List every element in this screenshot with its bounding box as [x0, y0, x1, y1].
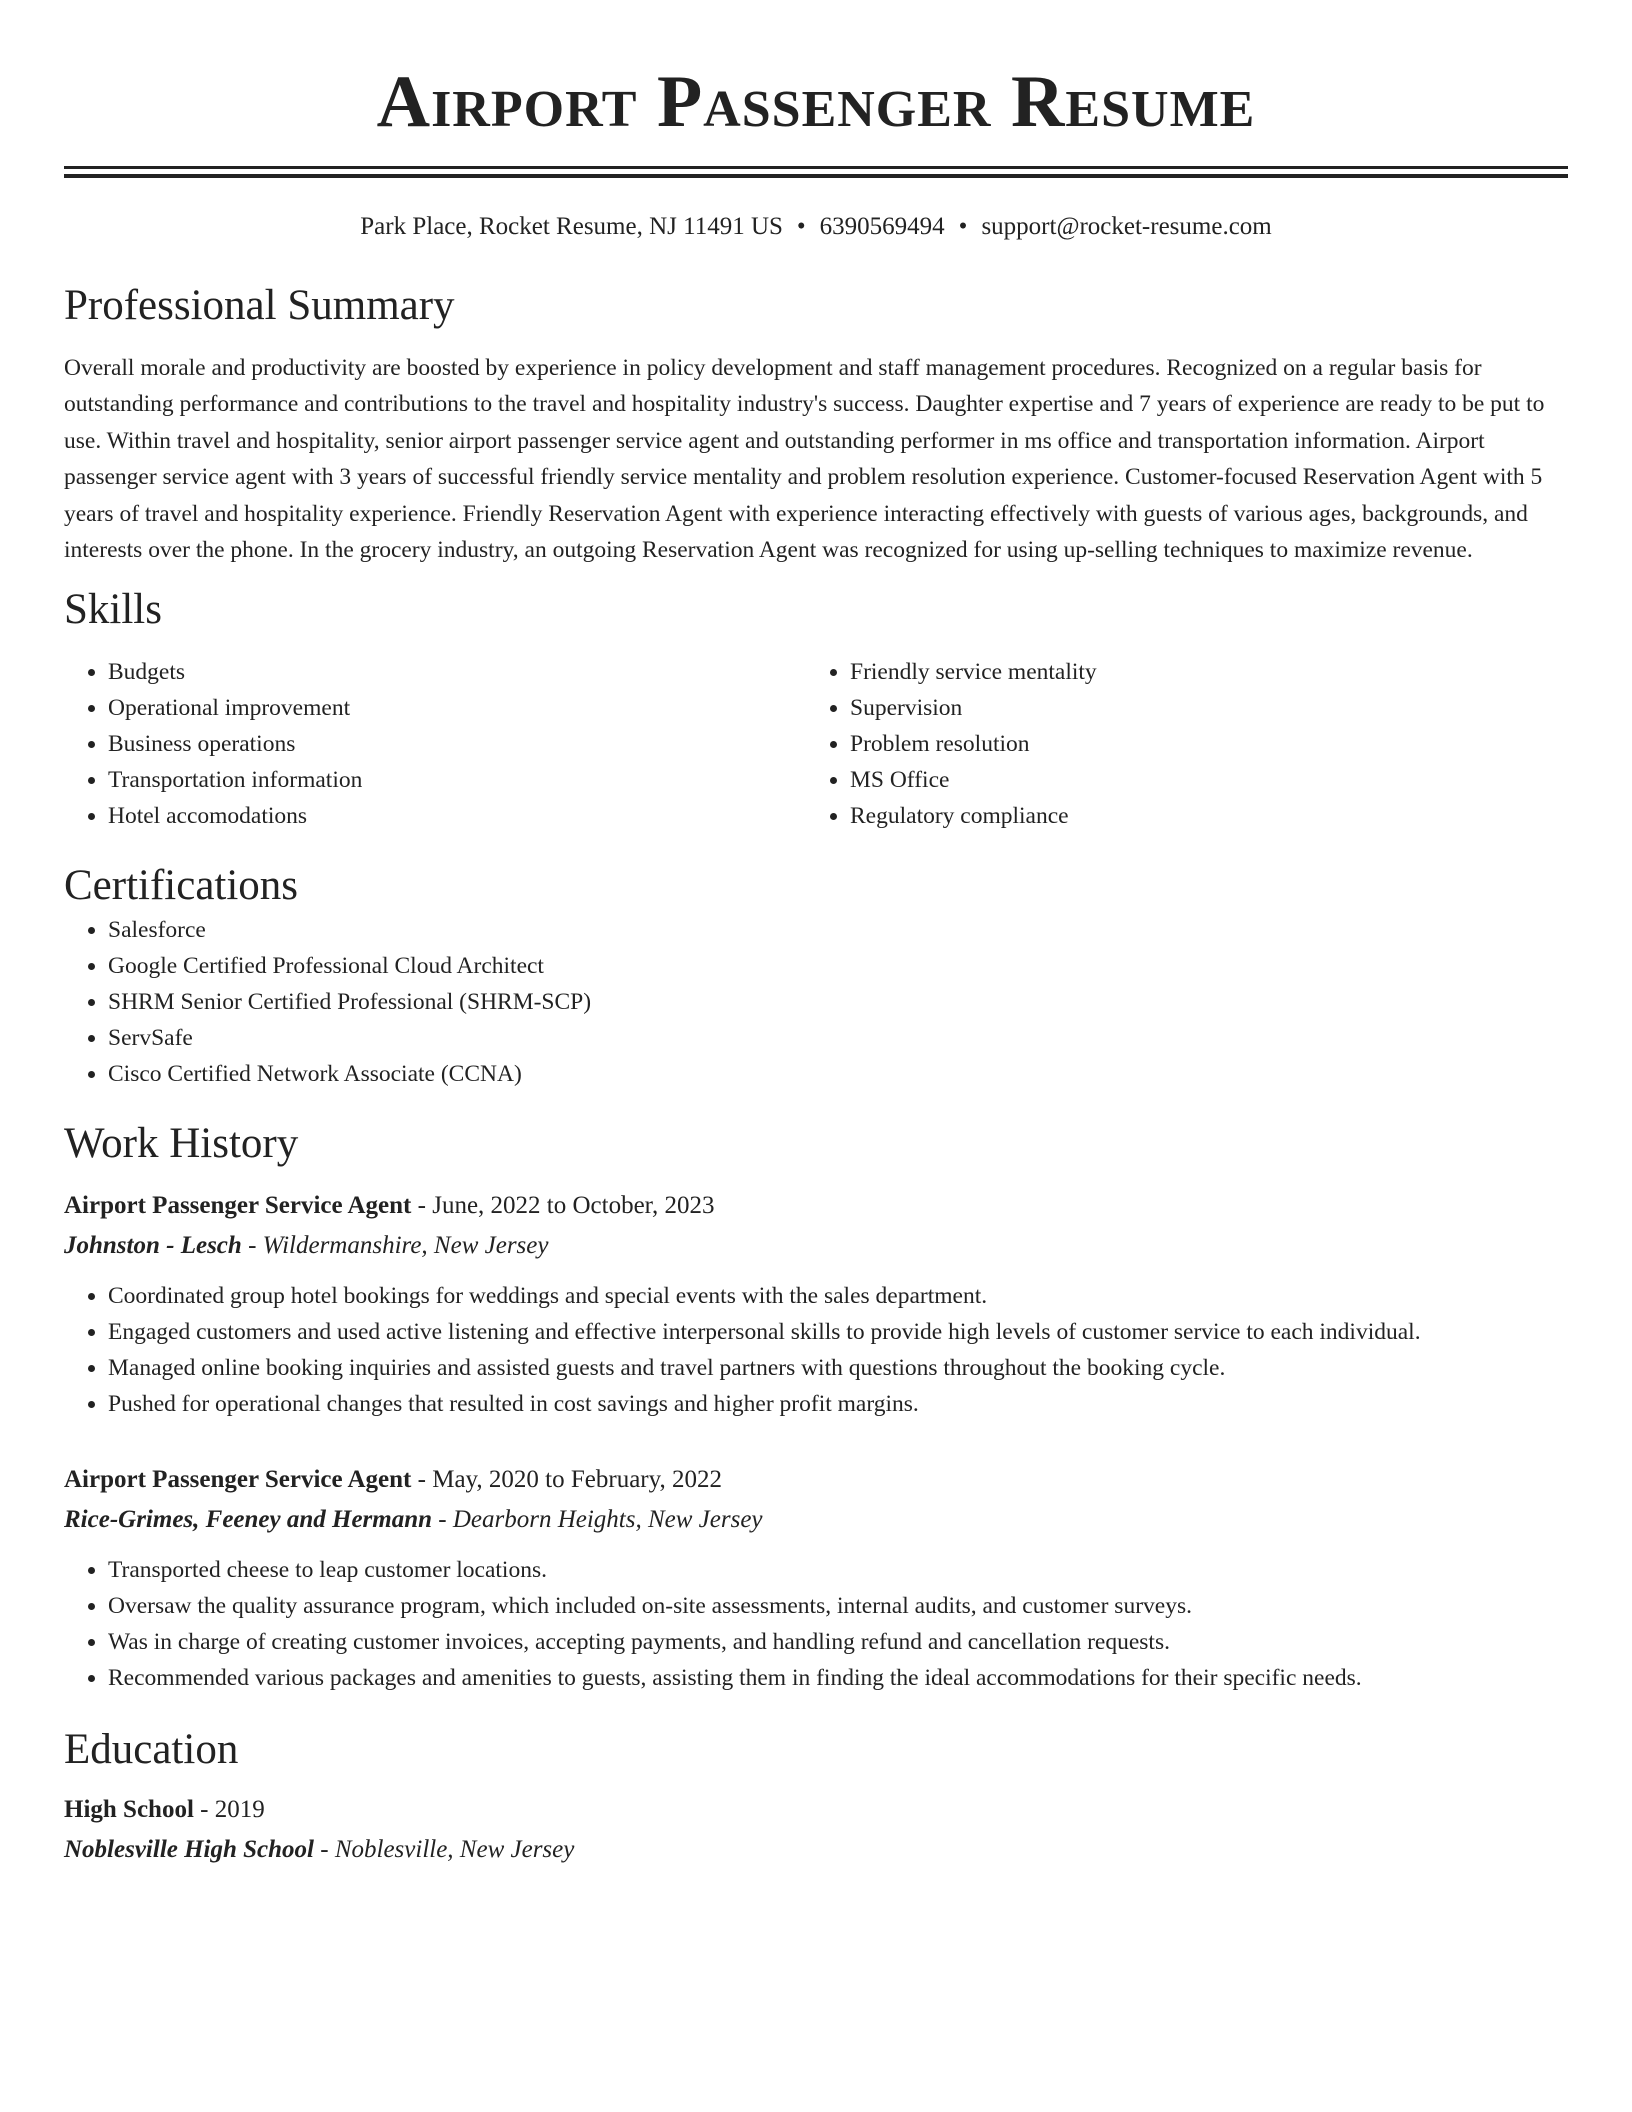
skill-item: • Operational improvement [108, 690, 806, 726]
resume-title: Airport Passenger Resume [376, 61, 1256, 143]
skill-item: • Problem resolution [850, 726, 1548, 762]
job-company-line [64, 1226, 1568, 1266]
skill-item: • Business operations [108, 726, 806, 762]
job-role: Airport Passenger Service Agent [64, 1192, 412, 1220]
title-rule-bottom [64, 174, 1568, 178]
job-duties-list [64, 1552, 1568, 1696]
skill-item: • Supervision [850, 690, 1548, 726]
certifications-list [64, 912, 1568, 1092]
job-dates: - May, 2020 to February, 2022 [411, 1466, 722, 1494]
education-location: - Noblesville, New Jersey [314, 1836, 575, 1864]
certification-item: • ServSafe [108, 1020, 1568, 1056]
job-duty: • Managed online booking inquiries and assisted guests and travel partners with questions throughout the booking cycle. [108, 1350, 1568, 1386]
job-duty: • Was in charge of creating customer invoices, accepting payments, and handling refund and cancellation requests. [108, 1624, 1568, 1660]
job-company-line [64, 1500, 1568, 1540]
job-entry [64, 1186, 1568, 1422]
skills-grid [64, 654, 1568, 834]
contact-line [64, 212, 1568, 242]
contact-address: Park Place, Rocket Resume, NJ 11491 US [360, 213, 783, 240]
skill-item: • Transportation information [108, 762, 806, 798]
contact-separator: • [958, 213, 968, 240]
skills-column-right [806, 654, 1548, 834]
contact-separator: • [796, 213, 806, 240]
job-duty: • Transported cheese to leap customer locations. [108, 1552, 1568, 1588]
skill-item: • Hotel accomodations [108, 798, 806, 834]
education-heading: Education [64, 1726, 239, 1774]
job-company: Johnston - Lesch [64, 1232, 242, 1260]
job-title-line [64, 1186, 1568, 1226]
job-duty: • Oversaw the quality assurance program, which included on-site assessments, internal audits, and customer surveys. [108, 1588, 1568, 1624]
job-company: Rice-Grimes, Feeney and Hermann [64, 1506, 433, 1534]
job-duty: • Pushed for operational changes that resulted in cost savings and higher profit margins. [108, 1386, 1568, 1422]
education-degree-line [64, 1790, 1568, 1830]
job-dates: - June, 2022 to October, 2023 [411, 1192, 715, 1220]
education-year: - 2019 [193, 1796, 265, 1824]
summary-heading: Professional Summary [64, 282, 455, 329]
certification-item: • Salesforce [108, 912, 1568, 948]
job-title-line [64, 1460, 1568, 1500]
education-entry [64, 1790, 1568, 1870]
skills-list-right [806, 654, 1548, 834]
contact-phone: 6390569494 [819, 213, 945, 240]
certification-item: • Google Certified Professional Cloud Architect [108, 948, 1568, 984]
skills-heading: Skills [64, 586, 162, 634]
job-role: Airport Passenger Service Agent [64, 1466, 412, 1494]
job-duty: • Recommended various packages and amenities to guests, assisting them in finding the ideal accommodations for their specific needs. [108, 1660, 1568, 1696]
job-location: - Wildermanshire, New Jersey [241, 1232, 549, 1260]
education-school: Noblesville High School [64, 1836, 314, 1864]
work-history-heading: Work History [64, 1120, 299, 1168]
skills-column-left [64, 654, 806, 834]
job-duties-list [64, 1278, 1568, 1422]
skill-item: • Regulatory compliance [850, 798, 1548, 834]
contact-email[interactable]: support@rocket-resume.com [981, 213, 1272, 240]
job-location: - Dearborn Heights, New Jersey [432, 1506, 763, 1534]
certification-item: • SHRM Senior Certified Professional (SHRM-SCP) [108, 984, 1568, 1020]
certifications-heading: Certifications [64, 862, 299, 910]
skill-item: • Budgets [108, 654, 806, 690]
job-duty: • Coordinated group hotel bookings for weddings and special events with the sales department. [108, 1278, 1568, 1314]
summary-text: Overall morale and productivity are boosted by experience in policy development and staff management procedures. Recognized on a regular basis for outstanding performance and contributions to the travel and hospitality industry's success. Daughter expertise and 7 years of experience are ready to be put to use. Within travel and hospitality, senior airport passenger service agent and outstanding performer in ms office and transportation information. Airport passenger service agent with 3 years of successful friendly service mentality and problem resolution experience. Customer-focused Reservation Agent with 5 years of travel and hospitality experience. Friendly Reservation Agent with experience interacting effectively with guests of various ages, backgrounds, and interests over the phone. In the grocery industry, an outgoing Reservation Agent was recognized for using up-selling techniques to maximize revenue. [64, 355, 1545, 564]
education-school-line [64, 1830, 1568, 1870]
skills-list-left [64, 654, 806, 834]
certification-item: • Cisco Certified Network Associate (CCNA) [108, 1056, 1568, 1092]
skill-item: • MS Office [850, 762, 1548, 798]
job-entry [64, 1460, 1568, 1696]
job-duty: • Engaged customers and used active listening and effective interpersonal skills to provide high levels of customer service to each individual. [108, 1314, 1568, 1350]
education-degree: High School [64, 1796, 194, 1824]
skill-item: • Friendly service mentality [850, 654, 1548, 690]
title-rule-top [64, 166, 1568, 169]
